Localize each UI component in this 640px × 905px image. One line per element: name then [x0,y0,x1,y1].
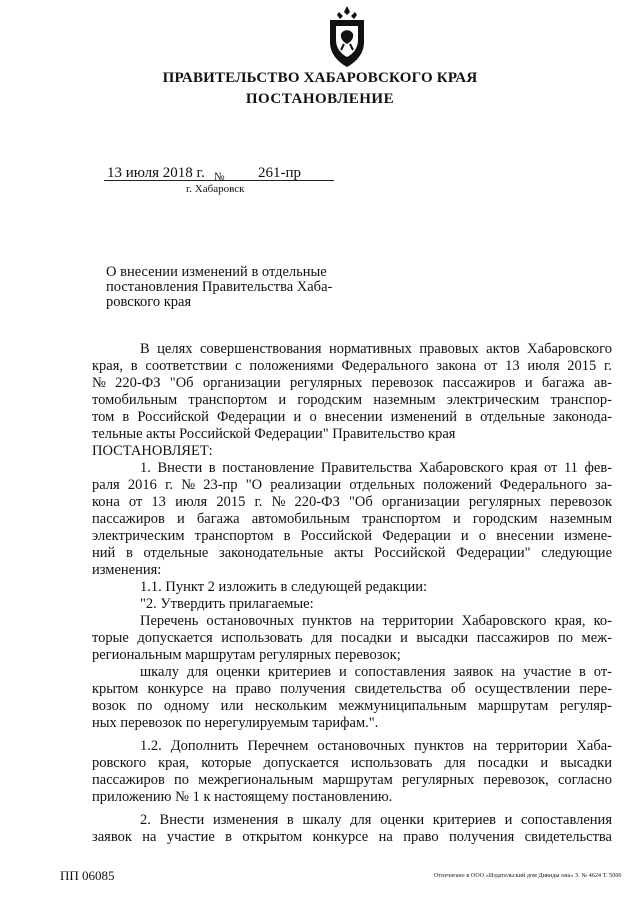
body-line: 1.1. Пункт 2 изложить в следующей редакции: [140,579,428,595]
body-line: региональным маршрутам регулярных перевозок; [92,647,401,663]
body-line: края, в соответствии с положениями Федерального закона от 13 июля 2015 г. [92,358,612,374]
number-sign: № [214,171,225,183]
body-line: том в Российской Федерации и о внесении изменений в отдельные законода- [92,409,612,425]
body-line: торые допускается использовать для посадки и высадки пассажиров по меж- [92,630,612,646]
coat-of-arms-icon [322,4,372,70]
body-line: пассажиров и багажа автомобильным транспортом и городским наземным [92,511,612,527]
document-type: ПОСТАНОВЛЕНИЕ [245,91,395,107]
body-line: шкалу для оценки критериев и сопоставления заявок на участие в от- [140,664,612,680]
body-line: приложению № 1 к настоящему постановлению. [92,789,393,805]
body-line: ПОСТАНОВЛЯЕТ: [92,443,213,459]
subject-line: ровского края [106,294,192,310]
body-line: тельные акты Российской Федерации" Правительство края [92,426,456,442]
body-line: возок по одному или нескольким межмуниципальным маршрутам регуляр- [92,698,612,714]
body-line: 1.2. Дополнить Перечнем остановочных пунктов на территории Хаба- [140,738,612,754]
body-line: ровского края, которые допускается использовать для посадки и высадки [92,755,612,771]
document-date: 13 июля 2018 г. [107,165,205,181]
body-line: электрическим транспортом в Российской Федерации и о внесении измене- [92,528,612,544]
body-line: "2. Утвердить прилагаемые: [140,596,314,612]
body-line: 2. Внести изменения в шкалу для оценки критериев и сопоставления [140,812,612,828]
body-line: ний в отдельные законодательные акты Российской Федерации" следующие [92,545,612,561]
body-line: изменения: [92,562,162,578]
body-line: пассажиров по межрегиональным маршрутам регулярных перевозок, согласно [92,772,612,788]
body-line: раля 2016 г. № 23-пр "О реализации отдельных положений Федерального за- [92,477,612,493]
body-line: Перечень остановочных пунктов на территории Хабаровского края, ко- [140,613,612,629]
body-line: № 220-ФЗ "Об организации регулярных перевозок пассажиров и багажа ав- [92,375,612,391]
subject-line: постановления Правительства Хаба- [106,279,333,295]
body-line: кона от 13 июля 2015 г. № 220-ФЗ "Об организации регулярных перевозок [92,494,612,510]
organization-title: ПРАВИТЕЛЬСТВО ХАБАРОВСКОГО КРАЯ [162,70,478,86]
body-line: крытом конкурсе на право получения свидетельства об осуществлении пере- [92,681,612,697]
date-underline [104,180,334,181]
printer-imprint: Отпечатано в ООО «Издательский дом Дивиды она» З. № 4624 Т. 5000 [434,873,622,879]
body-line: томобильным транспортом и городским наземным электрическим транспор- [92,392,612,408]
document-number: 261-пр [258,165,302,181]
document-city: г. Хабаровск [186,183,245,195]
document-subject [106,265,356,310]
body-line: 1. Внести в постановление Правительства Хабаровского края от 11 фев- [140,460,612,476]
body-line: ных перевозок по нерегулируемым тарифам.". [92,715,379,731]
document-code: ПП 06085 [60,868,115,883]
body-line: заявок на участие в открытом конкурсе на право получения свидетельства [92,829,612,845]
body-line: В целях совершенствования нормативных правовых актов Хабаровского [140,341,612,357]
subject-line: О внесении изменений в отдельные [106,264,327,280]
